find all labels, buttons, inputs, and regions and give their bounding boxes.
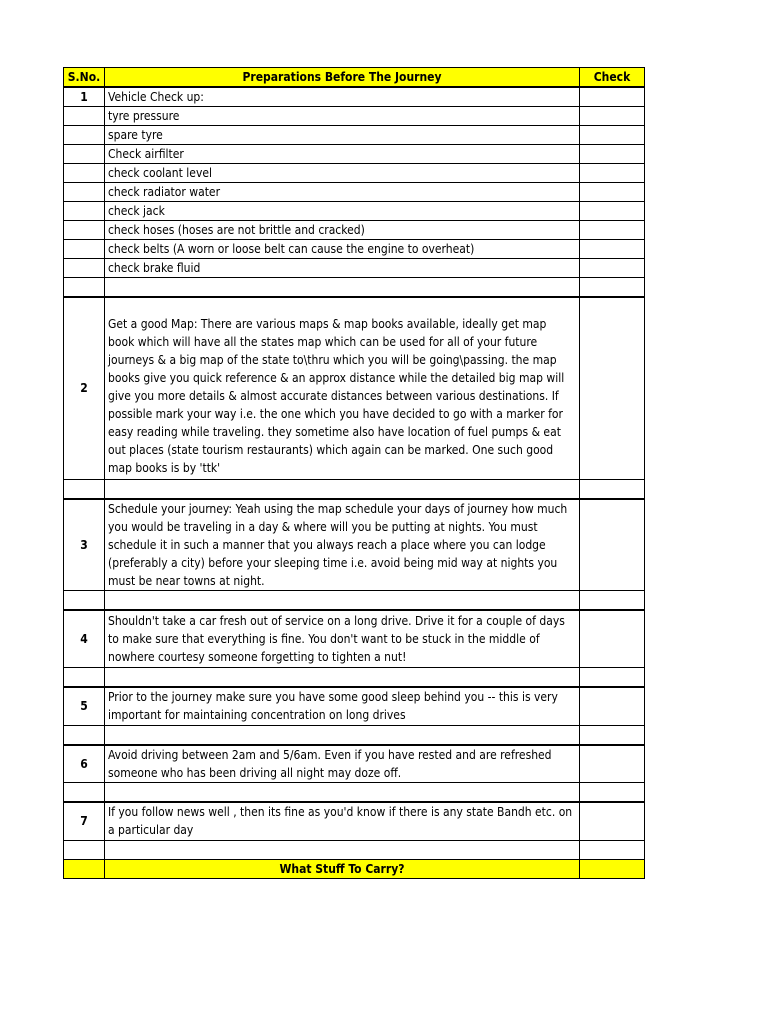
empty-cell[interactable] (105, 725, 580, 745)
empty-cell[interactable] (580, 668, 645, 688)
item-cell[interactable]: If you follow news well , then its fine as you'd know if there is any state Bandh etc. on a particular day (105, 802, 580, 840)
empty-cell[interactable] (64, 278, 105, 298)
item-cell[interactable]: check jack (105, 202, 580, 221)
sno-cell[interactable]: 2 (64, 297, 105, 479)
item-cell[interactable]: Get a good Map: There are various maps & map books available, ideally get map book which will have all the states map which can be used for all of your future journeys & a big map of the state to\thru which you will be going\passing. the map books give you quick reference & an approx distance while the detailed big map will give you more details & almost accurate distances between various destinations. If possible mark your way i.e. the one which you have decided to go with a marker for easy reading while traveling. they sometime also have location of fuel pumps & eat out places (state tourism restaurants) which again can be marked. One such good map books is by 'ttk' (105, 297, 580, 479)
item-cell[interactable]: Avoid driving between 2am and 5/6am. Even if you have rested and are refreshed someone who has been driving all night may doze off. (105, 745, 580, 783)
table-row (64, 87, 645, 107)
sno-cell[interactable] (64, 202, 105, 221)
table-row (64, 126, 645, 145)
item-cell[interactable]: Schedule your journey: Yeah using the map schedule your days of journey how much you would be traveling in a day & where will you be putting at nights. You must schedule it in such a manner that you always reach a place where you can lodge (preferably a city) before your sleeping time i.e. avoid being mid way at nights you must be near towns at night. (105, 499, 580, 591)
empty-cell[interactable] (580, 479, 645, 499)
sno-cell[interactable] (64, 221, 105, 240)
sno-cell[interactable]: 5 (64, 687, 105, 725)
check-cell[interactable] (580, 240, 645, 259)
item-cell[interactable]: check coolant level (105, 164, 580, 183)
empty-cell[interactable] (580, 859, 645, 878)
table-row (64, 610, 645, 668)
check-cell[interactable] (580, 87, 645, 107)
item-cell[interactable]: tyre pressure (105, 107, 580, 126)
item-cell[interactable]: spare tyre (105, 126, 580, 145)
sno-cell[interactable] (64, 183, 105, 202)
section-header-row (64, 859, 645, 878)
table-row (64, 183, 645, 202)
spacer-row (64, 479, 645, 499)
sno-cell[interactable] (64, 145, 105, 164)
sno-cell[interactable]: 1 (64, 87, 105, 107)
sno-cell[interactable]: 6 (64, 745, 105, 783)
item-cell[interactable]: check hoses (hoses are not brittle and cracked) (105, 221, 580, 240)
table-row (64, 240, 645, 259)
sno-cell[interactable] (64, 259, 105, 278)
empty-cell[interactable] (64, 859, 105, 878)
section-title[interactable]: What Stuff To Carry? (105, 859, 580, 878)
item-cell[interactable]: check brake fluid (105, 259, 580, 278)
item-cell[interactable]: Check airfilter (105, 145, 580, 164)
empty-cell[interactable] (580, 725, 645, 745)
table-row (64, 259, 645, 278)
check-cell[interactable] (580, 145, 645, 164)
check-cell[interactable] (580, 259, 645, 278)
header-sno[interactable]: S.No. (64, 68, 105, 88)
spacer-row (64, 840, 645, 859)
header-title[interactable]: Preparations Before The Journey (105, 68, 580, 88)
table-row (64, 499, 645, 591)
spacer-row (64, 783, 645, 803)
empty-cell[interactable] (580, 840, 645, 859)
header-row (64, 68, 645, 88)
sno-cell[interactable] (64, 240, 105, 259)
spacer-row (64, 725, 645, 745)
empty-cell[interactable] (105, 783, 580, 803)
table-row (64, 802, 645, 840)
check-cell[interactable] (580, 202, 645, 221)
checklist-sheet (63, 67, 645, 879)
table-row (64, 202, 645, 221)
empty-cell[interactable] (580, 783, 645, 803)
check-cell[interactable] (580, 297, 645, 479)
item-cell[interactable]: check radiator water (105, 183, 580, 202)
check-cell[interactable] (580, 802, 645, 840)
item-cell[interactable]: Vehicle Check up: (105, 87, 580, 107)
check-cell[interactable] (580, 221, 645, 240)
sno-cell[interactable]: 4 (64, 610, 105, 668)
empty-cell[interactable] (105, 840, 580, 859)
empty-cell[interactable] (105, 479, 580, 499)
check-cell[interactable] (580, 687, 645, 725)
check-cell[interactable] (580, 610, 645, 668)
check-cell[interactable] (580, 745, 645, 783)
spacer-row (64, 590, 645, 610)
empty-cell[interactable] (580, 590, 645, 610)
item-cell[interactable]: Shouldn't take a car fresh out of service on a long drive. Drive it for a couple of days to make sure that everything is fine. You don't want to be stuck in the middle of nowhere courtesy someone forgetting to tighten a nut! (105, 610, 580, 668)
check-cell[interactable] (580, 499, 645, 591)
check-cell[interactable] (580, 126, 645, 145)
table-row (64, 145, 645, 164)
empty-cell[interactable] (105, 278, 580, 298)
check-cell[interactable] (580, 183, 645, 202)
sno-cell[interactable] (64, 126, 105, 145)
check-cell[interactable] (580, 107, 645, 126)
sno-cell[interactable]: 7 (64, 802, 105, 840)
empty-cell[interactable] (64, 783, 105, 803)
empty-cell[interactable] (64, 840, 105, 859)
spacer-row (64, 668, 645, 688)
table-row (64, 164, 645, 183)
item-cell[interactable]: check belts (A worn or loose belt can cause the engine to overheat) (105, 240, 580, 259)
empty-cell[interactable] (64, 725, 105, 745)
table-row (64, 221, 645, 240)
empty-cell[interactable] (580, 278, 645, 298)
table-row (64, 297, 645, 479)
sno-cell[interactable]: 3 (64, 499, 105, 591)
empty-cell[interactable] (64, 590, 105, 610)
sno-cell[interactable] (64, 107, 105, 126)
empty-cell[interactable] (64, 668, 105, 688)
empty-cell[interactable] (64, 479, 105, 499)
table-row (64, 107, 645, 126)
table-row (64, 687, 645, 725)
spacer-row (64, 278, 645, 298)
table-row (64, 745, 645, 783)
sno-cell[interactable] (64, 164, 105, 183)
check-cell[interactable] (580, 164, 645, 183)
empty-cell[interactable] (105, 590, 580, 610)
item-cell[interactable]: Prior to the journey make sure you have some good sleep behind you -- this is very important for maintaining concentration on long drives (105, 687, 580, 725)
header-check[interactable]: Check (580, 68, 645, 88)
empty-cell[interactable] (105, 668, 580, 688)
